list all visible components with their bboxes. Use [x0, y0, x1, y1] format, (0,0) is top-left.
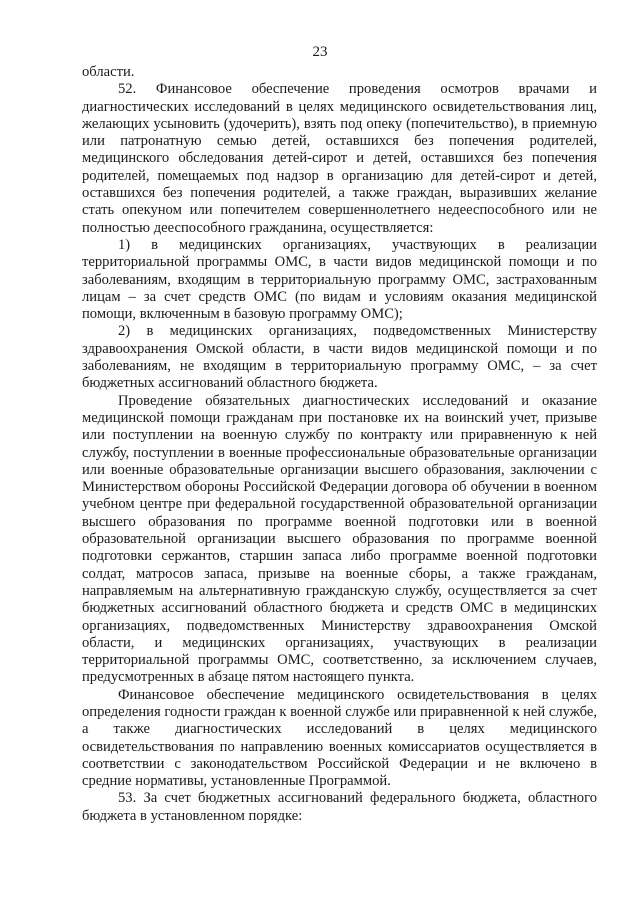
paragraph-military-financing: Финансовое обеспечение медицинского освидетельствования в целях определения годности граждан к военной службе или приравненной к ней службе, а также диагностических исследований в целях медицинского освидетельствования по направлению военных комиссариатов осуществляется в соответствии с законодательством Российской Федерации и не включено в средние нормативы, установленные Программой.: [82, 686, 597, 790]
paragraph-continuation: области.: [82, 64, 135, 80]
paragraph-military-diagnostics: Проведение обязательных диагностических исследований и оказание медицинской помощи гражданам при постановке их на воинский учет, призыве или поступлении на военную службу по контракту или приравненную к ней службу, поступлении в военные профессиональные образовательные организации или военные образовательные организации высшего образования, заключении с Министерством обороны Российской Федерации договора об обучении в военном учебном центре при федеральной государственной образовательной организации высшего образования по программе военной подготовки или в военной образовательной организации высшего образования по программе военной подготовки сержантов, старшин запаса либо программе военной подготовки солдат, матросов запаса, призыве на военные сборы, а также гражданам, направляемым на альтернативную гражданскую службу, осуществляется за счет бюджетных ассигнований областного бюджета и средств ОМС в медицинских организациях, подведомственных Министерству здравоохранения Омской области, и медицинских организациях, участвующих в реализации территориальной программы ОМС, соответственно, за исключением случаев, предусмотренных в абзаце пятом настоящего пункта.: [82, 392, 597, 686]
paragraph-52-item-2: 2) в медицинских организациях, подведомственных Министерству здравоохранения Омской области, в части видов медицинской помощи и по заболеваниям, не входящим в территориальную программу ОМС, – за счет бюджетных ассигнований областного бюджета.: [82, 323, 597, 392]
page-number: 23: [312, 44, 328, 60]
paragraph-52: 52. Финансовое обеспечение проведения осмотров врачами и диагностических исследований в целях медицинского освидетельствования лиц, желающих усыновить (удочерить), взять под опеку (попечительство), в приемную или патронатную семью детей, оставшихся без попечения родителей, медицинского обследования детей-сирот и детей, оставшихся без попечения родителей, помещаемых под надзор в организацию для детей-сирот и детей, оставшихся без попечения родителей, а также граждан, выразивших желание стать опекуном или попечителем совершеннолетнего недееспособного или не полностью дееспособного гражданина, осуществляется:: [82, 81, 597, 236]
paragraph-52-item-1: 1) в медицинских организациях, участвующих в реализации территориальной программы ОМС, в части видов медицинской помощи и по заболеваниям, входящим в территориальную программу ОМС, застрахованным лицам – за счет средств ОМС (по видам и условиям оказания медицинской помощи, включенным в базовую программу ОМС);: [82, 236, 597, 323]
paragraph-53: 53. За счет бюджетных ассигнований федерального бюджета, областного бюджета в установленном порядке:: [82, 790, 597, 824]
document-body: [82, 64, 597, 825]
